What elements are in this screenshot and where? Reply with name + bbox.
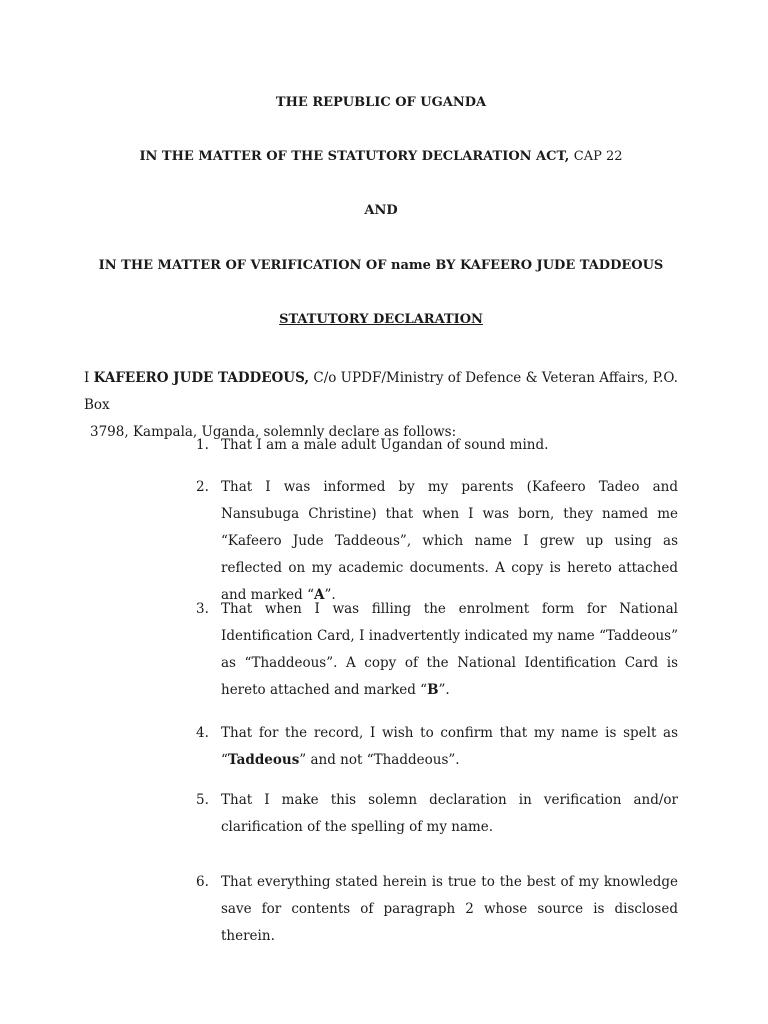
list-item <box>196 720 678 774</box>
list-item <box>196 869 678 950</box>
cap-reference: CAP 22 <box>573 149 623 164</box>
list-item <box>196 787 678 841</box>
intro-prefix: I <box>84 370 90 386</box>
list-item <box>196 432 678 459</box>
matter-verification-heading <box>0 258 762 274</box>
list-item <box>196 596 678 704</box>
name-spelling-mark: Taddeous <box>227 752 300 768</box>
list-item-number: 1. <box>196 437 209 453</box>
and-heading <box>0 203 762 219</box>
list-item-body: That everything stated herein is true to the best of my knowledge save for contents of paragraph 2 whose source is disclosed therein. <box>221 874 678 944</box>
list-item-body: That I am a male adult Ugandan of sound mind. <box>221 437 549 453</box>
list-item-tail: ”. <box>324 587 336 603</box>
list-item-text <box>221 720 678 774</box>
republic-heading <box>0 95 762 111</box>
list-item-body: That when I was filling the enrolment form for National Identification Card, I inadvertently indicated my name “Taddeous” as “Thaddeous”. A copy of the National Identification Card is hereto attached and marked “ <box>221 601 678 698</box>
list-item <box>196 474 678 609</box>
list-item-number: 4. <box>196 725 209 741</box>
declaration-title-text: STATUTORY DECLARATION <box>279 312 483 327</box>
list-item-number: 3. <box>196 601 209 617</box>
matter-statutory-act-text: IN THE MATTER OF THE STATUTORY DECLARATION ACT, <box>139 149 570 164</box>
exhibit-mark-b: B <box>427 682 439 698</box>
list-item-text <box>221 432 678 459</box>
list-item-tail: ” and not “Thaddeous”. <box>299 752 460 768</box>
republic-heading-text: THE REPUBLIC OF UGANDA <box>275 95 487 110</box>
intro-address: C/o UPDF/Ministry of Defence & Veteran Affairs, P.O. Box <box>84 370 678 413</box>
list-item-body: That for the record, I wish to confirm that my name is spelt as “ <box>221 725 678 768</box>
matter-verification-text: IN THE MATTER OF VERIFICATION OF name BY KAFEERO JUDE TADDEOUS <box>98 258 664 273</box>
intro-line-2: 3798, Kampala, Uganda, solemnly declare as follows: <box>90 424 457 440</box>
exhibit-mark-a: A <box>313 587 325 603</box>
list-item-number: 6. <box>196 874 209 890</box>
list-item-number: 5. <box>196 792 209 808</box>
list-item-body: That I was informed by my parents (Kafeero Tadeo and Nansubuga Christine) that when I was born, they named me “Kafeero Jude Taddeous”, which name I grew up using as reflected on my academic documents. A copy is hereto attached and marked “ <box>221 479 678 603</box>
list-item-tail: ”. <box>438 682 450 698</box>
list-item-text <box>221 787 678 841</box>
list-item-number: 2. <box>196 479 209 495</box>
list-item-text <box>221 869 678 950</box>
intro-line-1 <box>84 365 678 419</box>
list-item-body: That I make this solemn declaration in verification and/or clarification of the spelling of my name. <box>221 792 678 835</box>
list-item-text <box>221 474 678 609</box>
list-item-text <box>221 596 678 704</box>
and-heading-text: AND <box>364 203 398 218</box>
declaration-title <box>0 312 762 328</box>
declarant-name: KAFEERO JUDE TADDEOUS, <box>93 370 310 386</box>
matter-statutory-act-heading <box>0 149 762 165</box>
